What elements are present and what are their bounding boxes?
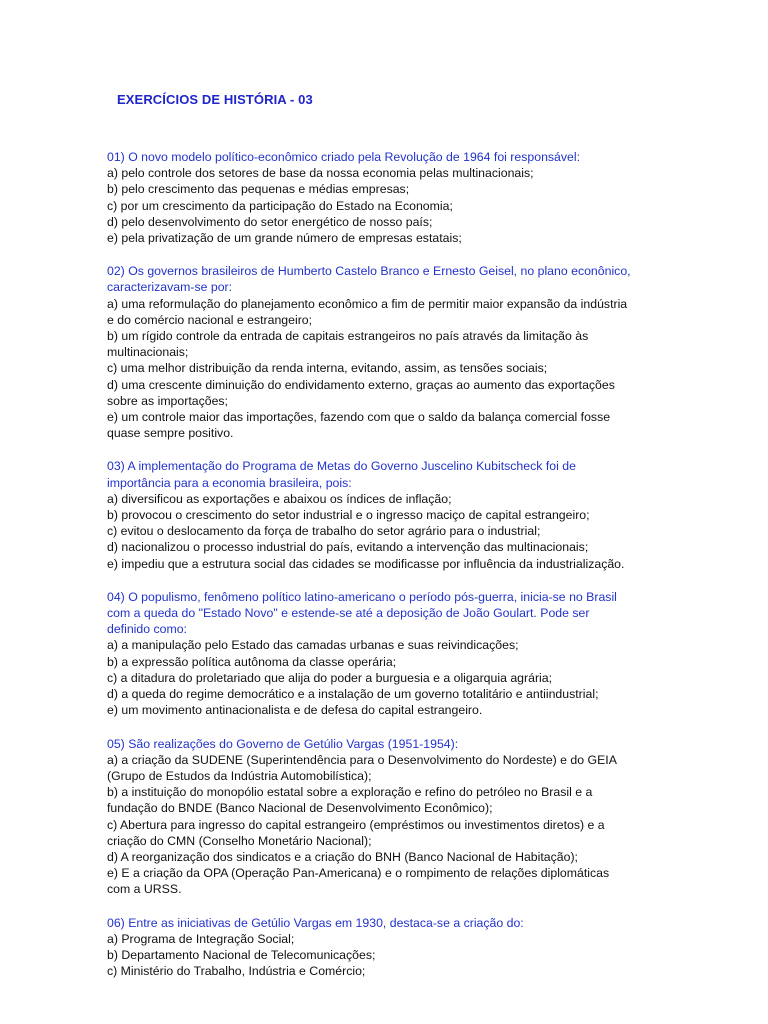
question-05: [107, 736, 647, 898]
question-text: 06) Entre as iniciativas de Getúlio Vargas em 1930, destaca-se a criação do:: [107, 915, 524, 930]
question-text: 04) O populismo, fenômeno político latino-americano o período pós-guerra, inicia-se no Brasil com a queda do "Estado Novo" e estende-se até a deposição de João Goulart. Pode ser definido como:: [107, 589, 617, 637]
option-d: d) nacionalizou o processo industrial do país, evitando a intervenção das multinacionais;: [107, 540, 589, 555]
question-text: 01) O novo modelo político-econômico criado pela Revolução de 1964 foi responsável:: [107, 150, 581, 164]
option-c: c) evitou o deslocamento da força de trabalho do setor agrário para o industrial;: [107, 524, 541, 539]
option-a: a) Programa de Integração Social;: [107, 931, 295, 946]
option-a: a) a criação da SUDENE (Superintendência para o Desenvolvimento do Nordeste) e do GEIA (Grupo de Estudos da Indústria Automobilística);: [107, 752, 617, 783]
option-b: b) Departamento Nacional de Telecomunicações;: [107, 947, 376, 962]
option-b: b) um rígido controle da entrada de capitais estrangeiros no país através da limitação às multinacionais;: [107, 329, 589, 360]
option-d: d) uma crescente diminuição do endividamento externo, graças ao aumento das exportações sobre as importações;: [107, 377, 615, 408]
question-text: 05) São realizações do Governo de Getúlio Vargas (1951-1954):: [107, 736, 459, 751]
question-01: [107, 149, 647, 246]
option-b: b) a expressão política autônoma da classe operária;: [107, 654, 397, 669]
option-a: a) diversificou as exportações e abaixou os índices de inflação;: [107, 491, 452, 506]
question-text: 03) A implementação do Programa de Metas do Governo Juscelino Kubitscheck foi de importância para a economia brasileira, pois:: [107, 459, 576, 490]
question-list: [107, 149, 647, 996]
option-c: c) a ditadura do proletariado que alija do poder a burguesia e a oligarquia agrária;: [107, 670, 553, 685]
option-b: b) provocou o crescimento do setor industrial e o ingresso maciço de capital estrangeiro;: [107, 508, 590, 523]
option-e: e) pela privatização de um grande número de empresas estatais;: [107, 231, 462, 246]
option-e: e) impediu que a estrutura social das cidades se modificasse por influência da industrialização.: [107, 556, 625, 571]
question-04: [107, 589, 647, 719]
option-b: b) a instituição do monopólio estatal sobre a exploração e refino do petróleo no Brasil e a fundação do BNDE (Banco Nacional de Desenvolvimento Econômico);: [107, 785, 593, 816]
option-e: e) um controle maior das importações, fazendo com que o saldo da balança comercial fosse quase sempre positivo.: [107, 410, 611, 441]
question-02: [107, 263, 647, 441]
option-d: d) a queda do regime democrático e a instalação de um governo totalitário e antiindustrial;: [107, 687, 599, 702]
question-06: [107, 915, 647, 980]
option-e: e) um movimento antinacionalista e de defesa do capital estrangeiro.: [107, 703, 483, 718]
option-c: c) Ministério do Trabalho, Indústria e Comércio;: [107, 964, 366, 979]
document-title: EXERCÍCIOS DE HISTÓRIA - 03: [117, 92, 313, 107]
question-text: 02) Os governos brasileiros de Humberto Castelo Branco e Ernesto Geisel, no plano econônico, caracterizavam-se por:: [107, 264, 631, 295]
option-e: e) E a criação da OPA (Operação Pan-Americana) e o rompimento de relações diplomáticas com a URSS.: [107, 866, 610, 897]
option-b: b) pelo crescimento das pequenas e médias empresas;: [107, 182, 410, 197]
option-d: d) pelo desenvolvimento do setor energético de nosso país;: [107, 214, 433, 229]
option-a: a) pelo controle dos setores de base da nossa economia pelas multinacionais;: [107, 166, 534, 181]
option-a: a) uma reformulação do planejamento econômico a fim de permitir maior expansão da indústria e do comércio nacional e estrangeiro;: [107, 296, 628, 327]
option-d: d) A reorganização dos sindicatos e a criação do BNH (Banco Nacional de Habitação);: [107, 849, 578, 864]
option-c: c) Abertura para ingresso do capital estrangeiro (empréstimos ou investimentos diretos) e a criação do CMN (Conselho Monetário Nacional);: [107, 817, 605, 848]
option-c: c) por um crescimento da participação do Estado na Economia;: [107, 198, 453, 213]
option-a: a) a manipulação pelo Estado das camadas urbanas e suas reivindicações;: [107, 638, 519, 653]
question-03: [107, 458, 647, 571]
option-c: c) uma melhor distribuição da renda interna, evitando, assim, as tensões sociais;: [107, 361, 548, 376]
